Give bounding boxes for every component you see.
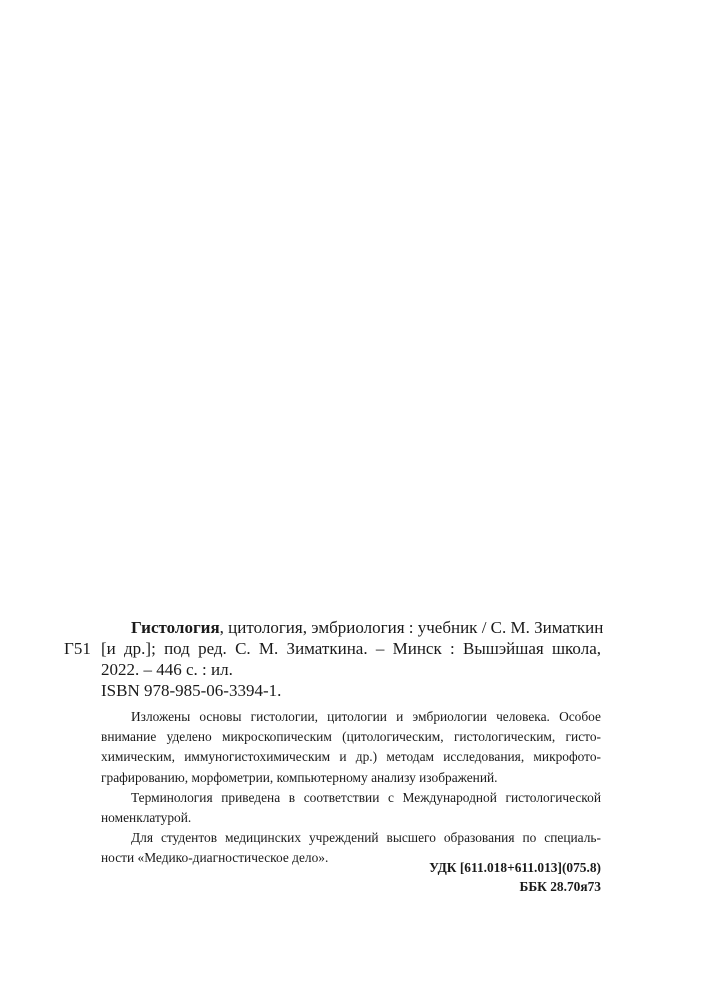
annotation-line: графированию, морфометрии, компьютерному анализу изображений. [101,769,498,785]
annotation-line: внимание уделено микроскопическим (цитологическим, гистологическим, гисто- [101,729,601,745]
catalog-code: Г51 [64,639,91,658]
annotation [101,707,601,869]
annotation-line: химическим, иммуногистохимическим и др.) методам исследования, микрофото- [101,749,601,765]
biblio-line-1 [101,617,604,638]
biblio-line-1-rest: , цитология, эмбриология : учебник / С. М. Зиматкин [219,618,604,637]
annotation-line: Для студентов медицинских учреждений высшего образования по специаль- [131,830,601,846]
book-title: Гистология [131,618,220,637]
annotation-line: Терминология приведена в соответствии с Международной гистологической [131,789,601,805]
isbn: ISBN 978-985-06-3394-1. [101,681,282,700]
bibliographic-record [101,617,604,701]
classification-codes [429,858,601,896]
annotation-line: ности «Медико-диагностическое дело». [101,850,329,866]
annotation-line: Изложены основы гистологии, цитологии и эмбриологии человека. Особое [131,709,601,724]
biblio-line-3: 2022. – 446 с. : ил. [101,660,233,679]
biblio-line-2: [и др.]; под ред. С. М. Зиматкина. – Минск : Вышэйшая школа, [101,639,601,658]
bbk-code: ББК 28.70я73 [519,879,601,894]
udk-code: УДК [611.018+611.013](075.8) [429,860,601,875]
annotation-line: номенклатурой. [101,810,192,826]
